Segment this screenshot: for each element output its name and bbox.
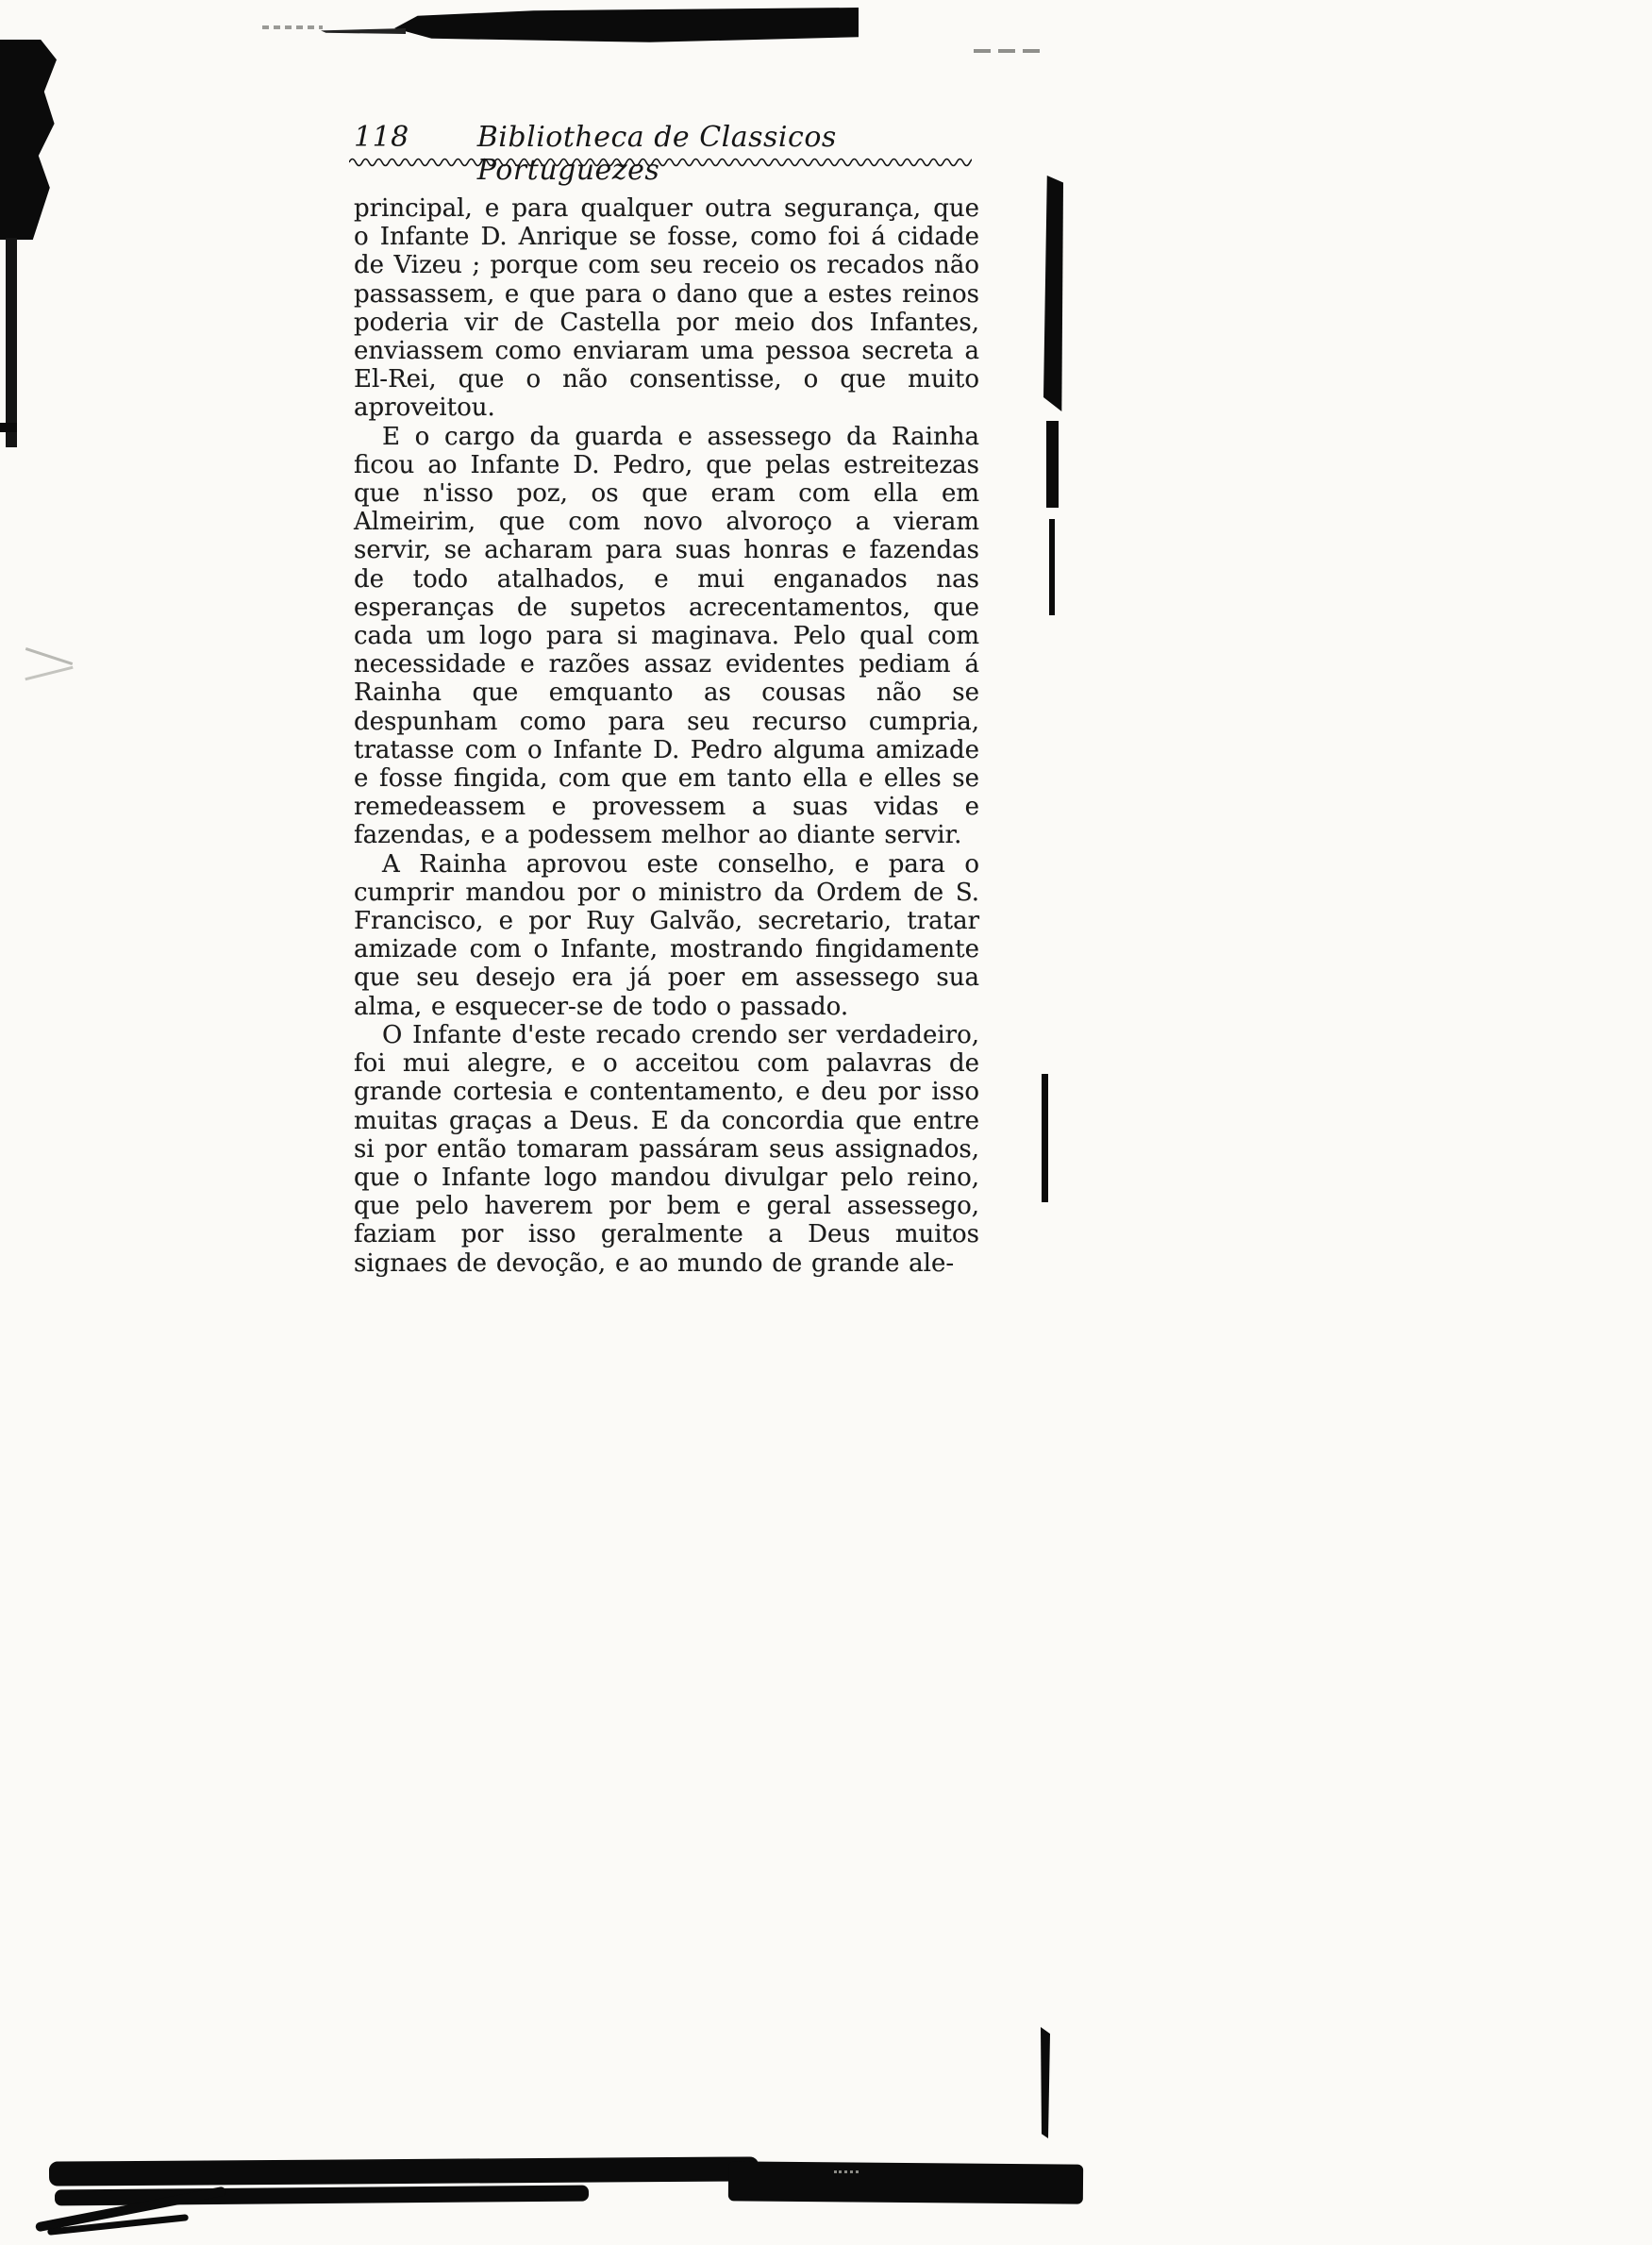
scan-artifact-left-tick (0, 423, 17, 432)
scan-artifact-left-strip (6, 238, 17, 447)
scan-artifact-left-chevron (25, 666, 73, 680)
scan-artifact-right-edge (1043, 176, 1063, 411)
scan-artifact-topright-dashes (974, 49, 1043, 53)
paragraph: O Infante d'este recado crendo ser verdadeiro, foi mui alegre, e o acceitou com palavras de grande cortesia e contentamento, e deu por isso muitas graças a Deus. E da concordia que entre si por então tomaram passáram seus assignados, que o Infante logo mandou divulgar pelo reino, que pelo haverem por bem e geral assessego, faziam por isso geralmente a Deus muitos signaes de devoção, e ao mundo de grande ale- (354, 1020, 979, 1278)
page-number: 118 (354, 121, 409, 154)
running-header-title: Bibliotheca de Classicos Portuguezes (476, 121, 837, 187)
scan-artifact-left-chevron (25, 647, 73, 665)
paragraph: E o cargo da guarda e assessego da Rainha ficou ao Infante D. Pedro, que pelas estreitezas que n'isso poz, os que eram com ella em Almeirim, que com novo alvoroço a vieram servir, se acharam para suas honras e fazendas de todo atalhados, e mui enganados nas esperanças de supetos acrecentamentos, que cada um logo para si maginava. Pelo qual com necessidade e razões assaz evidentes pediam á Rainha que emquanto as cousas não se despunham como para seu recurso cumpria, tratasse com o Infante D. Pedro alguma amizade e fosse fingida, com que em tanto ella e elles se remedeassem e provessem a suas vidas e fazendas, e a podessem melhor ao diante servir. (354, 422, 979, 850)
scan-artifact-right-edge (1049, 519, 1055, 615)
scan-artifact-bottom-bar (728, 2161, 1083, 2203)
scan-artifact-right-edge (1042, 1074, 1048, 1202)
scan-artifact-top-bar (394, 8, 859, 45)
scan-artifact-right-edge (1046, 421, 1059, 508)
scan-artifact-bottom-bar (49, 2156, 759, 2186)
scan-artifact-left-blob (0, 40, 57, 240)
scan-artifact-right-edge (1041, 2027, 1050, 2138)
paragraph: principal, e para qualquer outra segurança, que o Infante D. Anrique se fosse, como foi á cidade de Vizeu ; porque com seu receio os recados não passassem, e que para o dano que a estes reinos poderia vir de Castella por meio dos Infantes, enviassem como enviaram uma pessoa secreta a El-Rei, que o não consentisse, o que muito aproveitou. (354, 194, 979, 423)
running-header (354, 121, 979, 187)
scan-artifact-top-dashes (262, 25, 323, 29)
header-wavy-rule (349, 155, 972, 168)
scan-artifact-top-bar-tail (321, 28, 406, 34)
page-body-text (354, 194, 979, 1278)
paragraph: A Rainha aprovou este conselho, e para o cumprir mandou por o ministro da Ordem de S. Francisco, e por Ruy Galvão, secretario, tratar amizade com o Infante, mostrando fingidamente que seu desejo era já poer em assessego sua alma, e esquecer-se de todo o passado. (354, 849, 979, 1021)
scan-artifact-bottom-dots (834, 2170, 859, 2179)
